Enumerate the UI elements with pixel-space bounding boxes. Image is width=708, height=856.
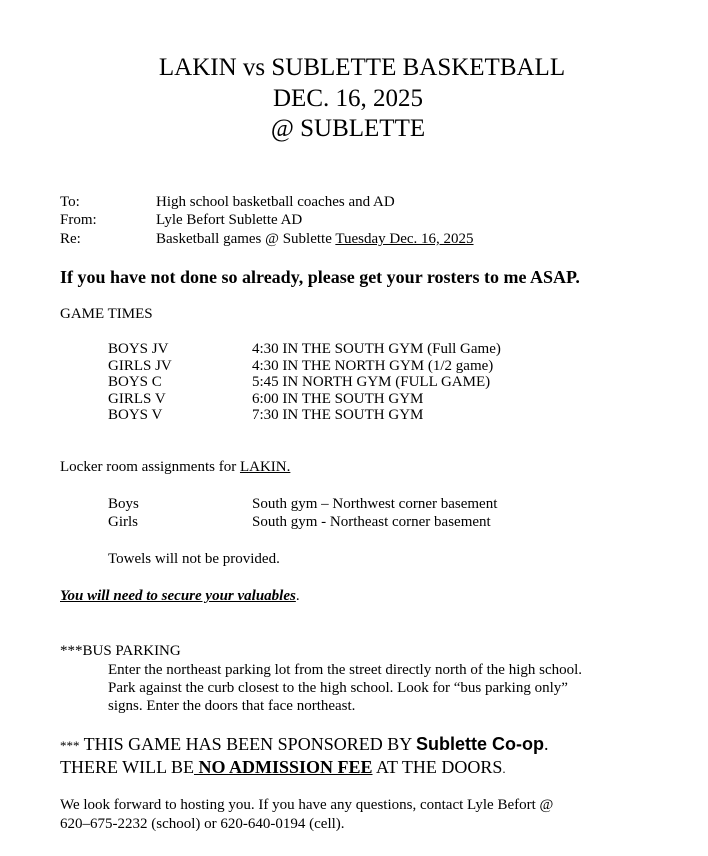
locker-group: Girls	[108, 514, 138, 530]
memo-re-date: Tuesday Dec. 16, 2025	[335, 231, 474, 247]
sponsor-period: .	[544, 734, 549, 754]
sponsor-name: Sublette Co-op	[416, 734, 545, 754]
locker-location: South gym - Northeast corner basement	[252, 514, 491, 530]
roster-notice: If you have not done so already, please get your rosters to me ASAP.	[60, 267, 580, 287]
locker-location: South gym – Northwest corner basement	[252, 496, 498, 512]
title-matchup: LAKIN vs SUBLETTE BASKETBALL	[158, 54, 566, 81]
game-time: 4:30 IN THE SOUTH GYM (Full Game)	[252, 341, 501, 357]
admission-prefix: THERE WILL BE	[60, 757, 194, 777]
valuables-period: .	[295, 588, 300, 604]
memo-re-subject: Basketball games @ Sublette	[156, 231, 336, 247]
closing-line-1: We look forward to hosting you. If you have any questions, contact Lyle Befort @	[60, 797, 554, 813]
game-time: 4:30 IN THE NORTH GYM (1/2 game)	[252, 358, 494, 374]
title-date: DEC. 16, 2025	[273, 85, 423, 112]
locker-school: LAKIN.	[239, 459, 291, 475]
bus-parking-line: signs. Enter the doors that face northeast.	[108, 698, 356, 714]
sponsor-line	[60, 733, 549, 757]
towels-note: Towels will not be provided.	[108, 551, 280, 567]
valuables-note	[60, 587, 300, 605]
locker-group: Boys	[108, 496, 139, 512]
game-team: BOYS JV	[108, 341, 169, 357]
admission-period: .	[502, 761, 506, 776]
locker-intro	[60, 458, 290, 476]
game-time: 6:00 IN THE SOUTH GYM	[252, 391, 424, 407]
game-team: BOYS V	[108, 407, 163, 423]
admission-suffix: AT THE DOORS	[372, 757, 503, 777]
memo-to-label: To:	[60, 194, 80, 210]
bus-parking-line: Enter the northeast parking lot from the street directly north of the high school.	[108, 662, 583, 678]
memo-re-label: Re:	[60, 231, 81, 247]
memo-from-value: Lyle Befort Sublette AD	[156, 212, 303, 228]
admission-fee: NO ADMISSION FEE	[193, 757, 373, 777]
memo-re-value	[156, 230, 474, 248]
game-team: BOYS C	[108, 374, 162, 390]
game-time: 5:45 IN NORTH GYM (FULL GAME)	[252, 374, 491, 390]
admission-line	[60, 756, 506, 780]
sponsor-text: THIS GAME HAS BEEN SPONSORED BY	[79, 734, 417, 754]
memo-from-label: From:	[60, 212, 97, 228]
memo-to-value: High school basketball coaches and AD	[156, 194, 395, 210]
bus-parking-heading: ***BUS PARKING	[60, 643, 181, 659]
locker-intro-text: Locker room assignments for	[60, 459, 240, 475]
bus-parking-line: Park against the curb closest to the high school. Look for “bus parking only”	[108, 680, 568, 696]
closing-line-2: 620–675-2232 (school) or 620-640-0194 (cell).	[60, 816, 345, 832]
game-team: GIRLS V	[108, 391, 166, 407]
game-time: 7:30 IN THE SOUTH GYM	[252, 407, 424, 423]
sponsor-stars: ***	[60, 738, 80, 753]
game-team: GIRLS JV	[108, 358, 172, 374]
title-location: @ SUBLETTE	[270, 115, 426, 142]
valuables-text: You will need to secure your valuables	[60, 588, 296, 604]
game-times-heading: GAME TIMES	[60, 306, 153, 322]
